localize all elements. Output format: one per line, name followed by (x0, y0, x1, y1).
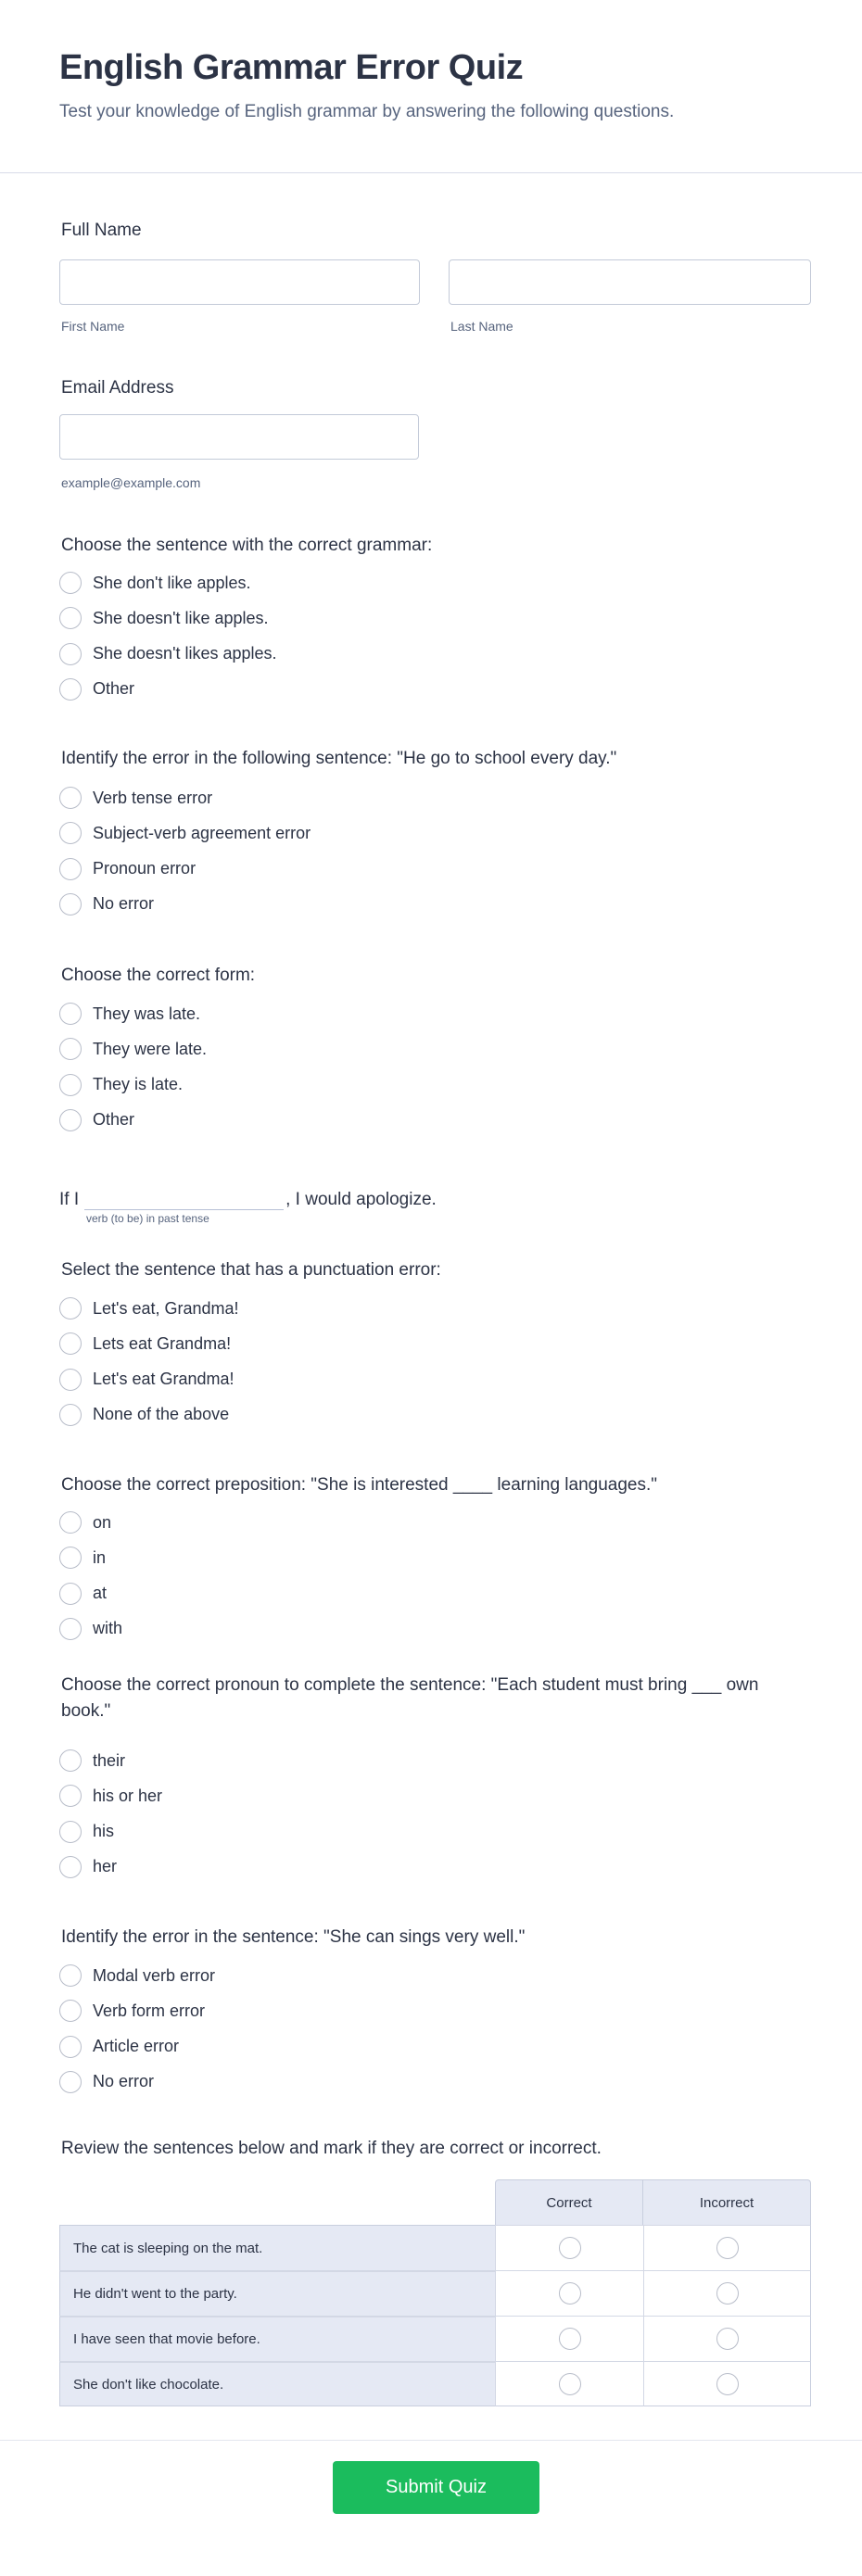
page-subtitle: Test your knowledge of English grammar by answering the following questions. (59, 102, 675, 121)
radio-option[interactable] (59, 571, 251, 595)
radio-option[interactable] (59, 821, 311, 845)
fill-in-blank-question (59, 1186, 437, 1210)
option-label: at (93, 1584, 108, 1603)
question-label: Choose the sentence with the correct grammar: (61, 536, 433, 555)
radio-icon[interactable] (59, 1785, 82, 1807)
radio-option[interactable] (59, 1546, 106, 1570)
radio-icon[interactable] (59, 858, 82, 880)
matrix-label: Review the sentences below and mark if they are correct or incorrect. (61, 2139, 602, 2158)
matrix-corner (59, 2179, 495, 2225)
option-label: his or her (93, 1786, 163, 1805)
radio-icon[interactable] (59, 822, 82, 844)
option-label: Lets eat Grandma! (93, 1333, 232, 1353)
matrix-cell-incorrect[interactable] (643, 2270, 811, 2316)
option-label: on (93, 1512, 112, 1532)
radio-icon[interactable] (59, 787, 82, 809)
option-label: She don't like apples. (93, 573, 251, 592)
radio-option[interactable] (59, 1964, 215, 1988)
matrix-row (59, 2270, 811, 2316)
first-name-sublabel: First Name (61, 319, 125, 334)
matrix-cell-correct[interactable] (495, 2316, 643, 2361)
radio-icon[interactable] (559, 2373, 581, 2395)
page-title: English Grammar Error Quiz (59, 48, 524, 87)
radio-option[interactable] (59, 1037, 207, 1061)
matrix-col-incorrect: Incorrect (643, 2179, 811, 2225)
radio-option[interactable] (59, 642, 277, 666)
option-label: Modal verb error (93, 1965, 216, 1985)
radio-icon[interactable] (59, 1547, 82, 1569)
radio-icon[interactable] (559, 2328, 581, 2350)
radio-option[interactable] (59, 1108, 134, 1132)
radio-option[interactable] (59, 892, 154, 916)
radio-icon[interactable] (59, 1369, 82, 1391)
radio-option[interactable] (59, 1510, 111, 1534)
option-label: her (93, 1857, 118, 1876)
option-label: She doesn't like apples. (93, 608, 269, 627)
radio-icon[interactable] (59, 1038, 82, 1060)
radio-option[interactable] (59, 1855, 117, 1879)
form-header (0, 0, 862, 173)
radio-icon[interactable] (59, 1003, 82, 1025)
radio-icon[interactable] (559, 2237, 581, 2259)
radio-icon[interactable] (59, 678, 82, 701)
radio-option[interactable] (59, 1332, 231, 1356)
fill-suffix: , I would apologize. (285, 1190, 437, 1209)
option-label: They was late. (93, 1004, 201, 1023)
radio-icon[interactable] (59, 1856, 82, 1878)
option-label: No error (93, 2072, 155, 2091)
matrix-col-correct: Correct (495, 2179, 643, 2225)
question-label: Select the sentence that has a punctuation error: (61, 1260, 441, 1280)
radio-icon[interactable] (59, 572, 82, 594)
option-label: Other (93, 679, 135, 699)
option-label: Article error (93, 2037, 180, 2056)
radio-option[interactable] (59, 1002, 200, 1026)
question-label: Choose the correct form: (61, 966, 256, 985)
question-label: Choose the correct pronoun to complete the sentence: "Each student must bring ___ own book." (61, 1675, 759, 1721)
email-input[interactable] (59, 414, 419, 460)
radio-option[interactable] (59, 1820, 114, 1844)
question-label: Identify the error in the following sentence: "He go to school every day." (61, 749, 617, 768)
radio-option[interactable] (59, 1403, 229, 1427)
matrix-table (59, 2179, 811, 2406)
radio-icon[interactable] (59, 607, 82, 629)
email-label: Email Address (61, 378, 174, 398)
radio-icon[interactable] (716, 2237, 739, 2259)
email-sublabel: example@example.com (61, 475, 201, 490)
full-name-label: Full Name (61, 221, 142, 240)
radio-icon[interactable] (59, 893, 82, 915)
matrix-row (59, 2316, 811, 2361)
radio-icon[interactable] (59, 2000, 82, 2022)
option-label: in (93, 1547, 107, 1567)
option-label: with (93, 1619, 123, 1638)
radio-option[interactable] (59, 786, 212, 810)
radio-icon[interactable] (716, 2373, 739, 2395)
radio-icon[interactable] (59, 1332, 82, 1355)
option-label: their (93, 1750, 126, 1770)
question-label: Identify the error in the sentence: "She can sings very well." (61, 1927, 526, 1947)
footer-divider (0, 2440, 862, 2441)
radio-icon[interactable] (716, 2328, 739, 2350)
matrix-row-label: I have seen that movie before. (59, 2316, 495, 2361)
fill-prefix: If I (59, 1190, 80, 1209)
last-name-input[interactable] (449, 259, 811, 305)
matrix-row-label: He didn't went to the party. (59, 2270, 495, 2316)
radio-option[interactable] (59, 677, 134, 701)
matrix-cell-incorrect[interactable] (643, 2225, 811, 2270)
option-label: his (93, 1822, 115, 1841)
matrix-cell-incorrect[interactable] (643, 2361, 811, 2406)
matrix-row (59, 2225, 811, 2270)
radio-option[interactable] (59, 857, 196, 881)
radio-icon[interactable] (59, 2071, 82, 2093)
radio-icon[interactable] (59, 1583, 82, 1605)
option-label: Pronoun error (93, 859, 196, 878)
radio-icon[interactable] (59, 1618, 82, 1640)
option-label: Verb form error (93, 2001, 206, 2020)
matrix-cell-correct[interactable] (495, 2270, 643, 2316)
radio-icon[interactable] (59, 1109, 82, 1131)
submit-button[interactable]: Submit Quiz (333, 2461, 539, 2514)
option-label: No error (93, 894, 155, 914)
radio-icon[interactable] (716, 2282, 739, 2305)
radio-option[interactable] (59, 606, 269, 630)
radio-option[interactable] (59, 1073, 183, 1097)
radio-option[interactable] (59, 2070, 154, 2094)
radio-icon[interactable] (59, 643, 82, 665)
radio-icon[interactable] (59, 1964, 82, 1987)
matrix-cell-correct[interactable] (495, 2361, 643, 2406)
first-name-input[interactable] (59, 259, 420, 305)
radio-icon[interactable] (59, 1297, 82, 1320)
radio-option[interactable] (59, 1784, 162, 1808)
option-label: None of the above (93, 1405, 230, 1424)
radio-icon[interactable] (59, 1511, 82, 1534)
radio-option[interactable] (59, 1582, 107, 1606)
last-name-sublabel: Last Name (450, 319, 513, 334)
radio-icon[interactable] (559, 2282, 581, 2305)
radio-option[interactable] (59, 1617, 122, 1641)
matrix-row-label: The cat is sleeping on the mat. (59, 2225, 495, 2270)
option-label: Other (93, 1110, 135, 1130)
radio-icon[interactable] (59, 2036, 82, 2058)
radio-option[interactable] (59, 2035, 179, 2059)
radio-icon[interactable] (59, 1821, 82, 1843)
option-label: Let's eat Grandma! (93, 1370, 235, 1389)
fill-blank-helper: verb (to be) in past tense (86, 1212, 209, 1225)
radio-icon[interactable] (59, 1404, 82, 1426)
radio-option[interactable] (59, 1368, 235, 1392)
option-label: She doesn't likes apples. (93, 644, 277, 663)
question-label: Choose the correct preposition: "She is interested ____ learning languages." (61, 1475, 658, 1495)
radio-option[interactable] (59, 1296, 239, 1320)
matrix-cell-correct[interactable] (495, 2225, 643, 2270)
option-label: Subject-verb agreement error (93, 823, 311, 842)
fill-blank-input[interactable] (84, 1186, 284, 1210)
matrix-row-label: She don't like chocolate. (59, 2361, 495, 2406)
radio-option[interactable] (59, 1749, 125, 1773)
radio-option[interactable] (59, 1999, 205, 2023)
radio-icon[interactable] (59, 1749, 82, 1772)
option-label: They were late. (93, 1039, 208, 1058)
option-label: Let's eat, Grandma! (93, 1298, 239, 1318)
matrix-row (59, 2361, 811, 2406)
radio-icon[interactable] (59, 1074, 82, 1096)
option-label: They is late. (93, 1075, 184, 1094)
option-label: Verb tense error (93, 788, 213, 807)
matrix-cell-incorrect[interactable] (643, 2316, 811, 2361)
